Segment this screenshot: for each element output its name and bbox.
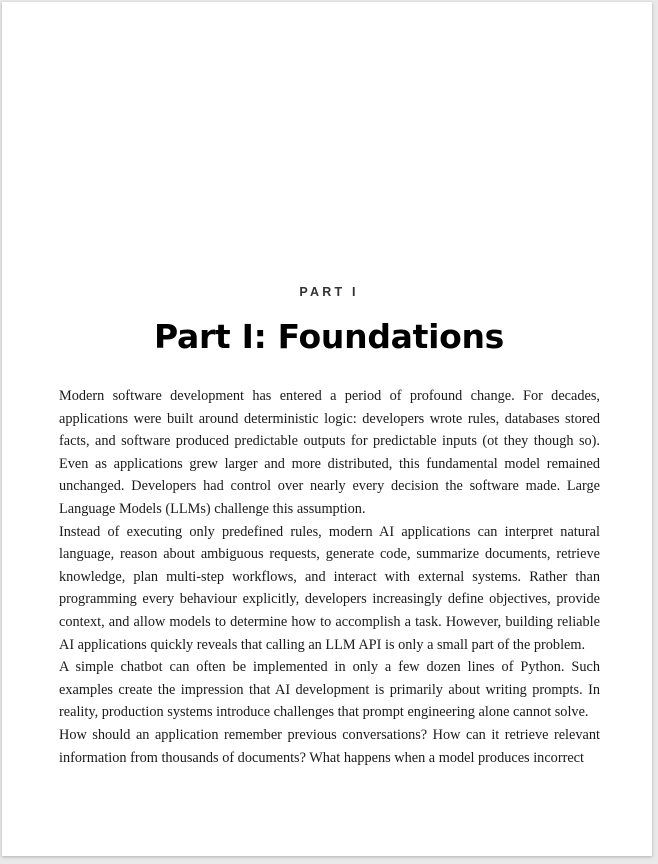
body-text xyxy=(59,385,600,769)
paragraph: Instead of executing only predefined rules, modern AI applications can interpret natural language, reason about ambiguous requests, generate code, summarize documents, retrieve knowledge, plan multi-step workflows, and interact with external systems. Rather than programming every behaviour explicitly, developers increasingly define objectives, provide context, and allow models to determine how to accomplish a task. However, building reliable AI applications quickly reveals that calling an LLM API is only a small part of the problem. xyxy=(59,523,600,653)
paragraph: How should an application remember previous conversations? How can it retrieve relevant information from thousands of documents? What happens when a model produces incorrect xyxy=(59,726,600,766)
part-title: Part I: Foundations xyxy=(153,317,505,356)
part-label: PART I xyxy=(299,285,359,299)
document-page xyxy=(2,2,652,856)
paragraph: A simple chatbot can often be implemented in only a few dozen lines of Python. Such examples create the impression that AI development is primarily about writing prompts. In reality, production systems introduce challenges that prompt engineering alone cannot solve. xyxy=(59,659,600,721)
paragraph: Modern software development has entered a period of profound change. For decades, applications were built around deterministic logic: developers wrote rules, databases stored facts, and software produced predictable outputs for predictable inputs (ot they though so). Even as applications grew larger and more distributed, this fundamental model remained unchanged. Developers had control over nearly every decision the software made. Large Language Models (LLMs) challenge this assumption. xyxy=(59,388,600,517)
